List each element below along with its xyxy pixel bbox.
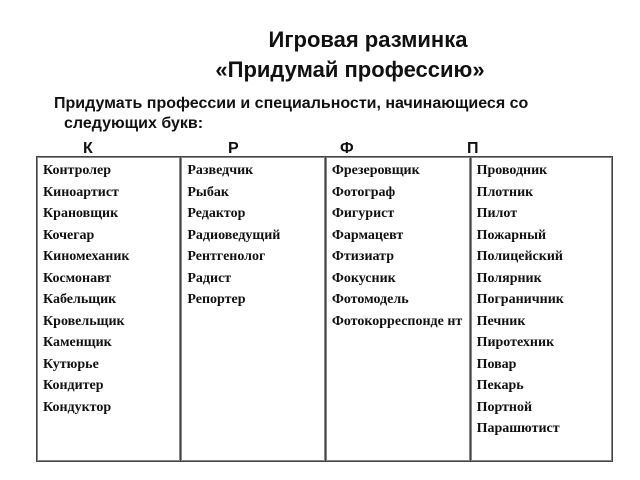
- list-item: Репортер: [187, 292, 246, 307]
- title-line-1: Игровая разминка: [268, 27, 468, 52]
- task-line-1: Придумать профессии и специальности, начинающиеся со: [54, 95, 529, 112]
- list-item: Кутюрье: [43, 356, 99, 372]
- list-item: Радист: [187, 270, 232, 286]
- title-line-2: «Придумай профессию»: [215, 57, 485, 82]
- list-item: Фтизиатр: [331, 249, 394, 264]
- list-item: Крановщик: [43, 206, 119, 221]
- letter-r: Р: [228, 140, 239, 157]
- list-item: Фотомодель: [331, 292, 409, 307]
- list-item: Плотник: [476, 184, 534, 200]
- list-item: Полярник: [476, 270, 542, 286]
- letter-k: К: [83, 140, 93, 157]
- table-row: [37, 157, 613, 462]
- list-item: Пекарь: [476, 378, 524, 393]
- list-item: Фармацевт: [331, 227, 404, 243]
- list-item: Космонавт: [43, 270, 112, 286]
- list-item: Разведчик: [187, 163, 254, 178]
- list-item: Кондитер: [43, 378, 104, 393]
- list-item: Радиоведущий: [187, 227, 281, 243]
- task-text: [54, 94, 554, 134]
- column-k: [37, 157, 181, 462]
- list-k: [43, 160, 174, 418]
- list-item: Пограничник: [476, 292, 564, 307]
- task-line-2: следующих букв:: [64, 115, 204, 132]
- list-item: Повар: [476, 356, 517, 372]
- list-item: Проводник: [476, 163, 548, 178]
- list-item: Печник: [476, 313, 526, 329]
- column-f: [325, 157, 470, 462]
- column-p: [470, 157, 612, 462]
- list-item: Фигурист: [331, 206, 395, 221]
- letter-p: П: [467, 140, 479, 157]
- list-item: Фокусник: [331, 270, 396, 286]
- list-item: Портной: [476, 399, 533, 415]
- list-item: Контролер: [43, 163, 112, 178]
- list-item: Киномеханик: [43, 249, 130, 264]
- list-item: Рентгенолог: [187, 249, 266, 264]
- list-r: [187, 160, 318, 311]
- list-item: Рыбак: [187, 184, 229, 200]
- list-item: Каменщик: [43, 335, 112, 350]
- list-f: [332, 160, 464, 330]
- list-item: Пожарный: [476, 227, 547, 243]
- list-item: Пиротехник: [476, 335, 555, 350]
- list-item: Фотокорреспонде нт: [331, 313, 463, 329]
- letter-f: Ф: [340, 140, 354, 157]
- list-item: Полицейский: [476, 249, 563, 264]
- list-item: Кондуктор: [43, 399, 112, 415]
- list-item: Парашютист: [476, 421, 560, 436]
- list-item: Пилот: [476, 206, 518, 221]
- professions-table: [36, 156, 613, 462]
- list-item: Фотограф: [331, 184, 396, 200]
- list-p: [477, 160, 606, 440]
- list-item: Редактор: [187, 206, 246, 221]
- list-item: Кочегар: [43, 227, 95, 243]
- list-item: Кабельщик: [43, 292, 117, 307]
- list-item: Фрезеровщик: [331, 163, 420, 178]
- list-item: Кровельщик: [43, 313, 125, 329]
- list-item: Киноартист: [43, 184, 119, 200]
- column-r: [181, 157, 325, 462]
